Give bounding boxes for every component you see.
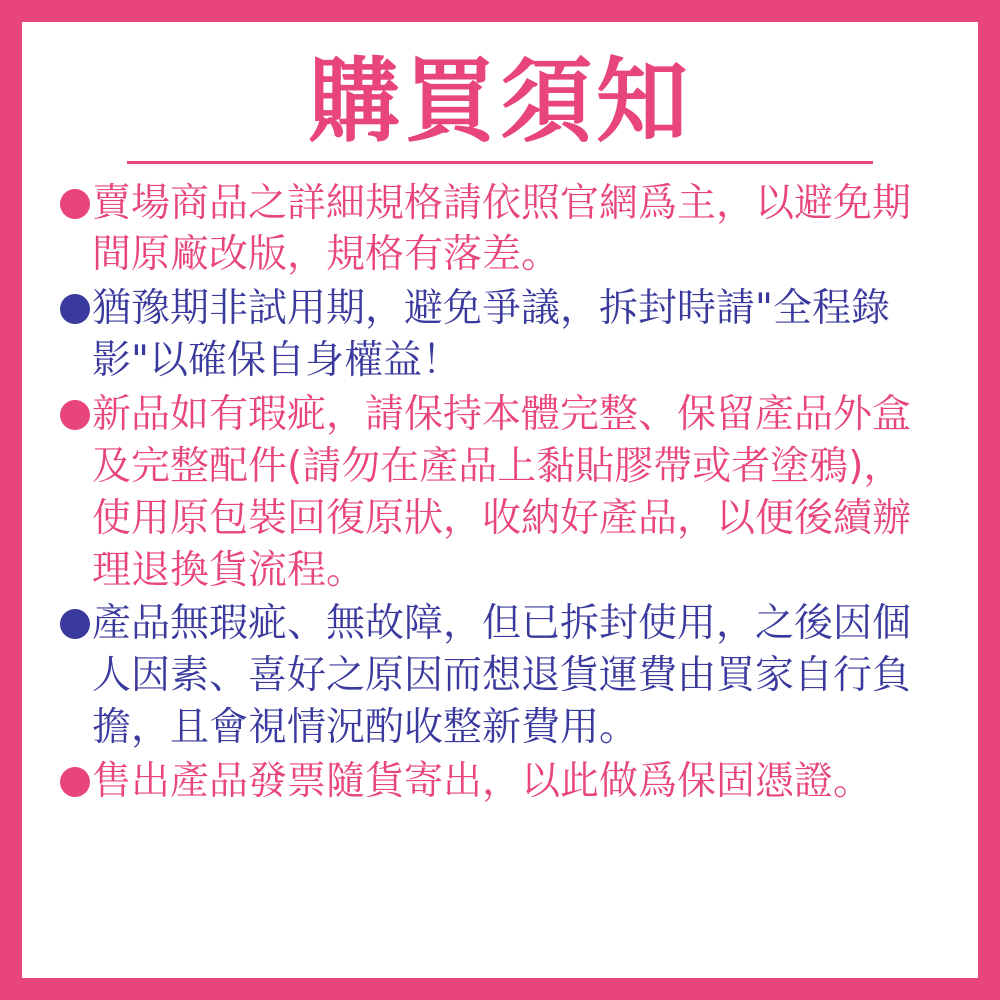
bullet-icon [60, 400, 90, 430]
page-title: 購買須知 [307, 48, 692, 155]
bullet-icon [60, 609, 90, 639]
notice-card-inner [22, 22, 978, 978]
list-item [60, 283, 940, 387]
notice-text: 售出產品發票隨貨寄出，以此做爲保固憑證。 [92, 759, 873, 805]
notice-text: 產品無瑕疵、無故障，但已拆封使用，之後因個人因素、喜好之原因而想退貨運費由買家自行負擔，且會視情況酌收整新費用。 [92, 601, 912, 751]
list-item [60, 178, 940, 282]
notice-text: 猶豫期非試用期，避免爭議，拆封時請"全程錄影"以確保自身權益！ [92, 286, 890, 384]
bullet-icon [60, 767, 90, 797]
list-item [60, 756, 940, 808]
notice-list [56, 178, 944, 958]
bullet-icon [60, 189, 90, 219]
list-item [60, 598, 940, 754]
bullet-icon [60, 294, 90, 324]
title-divider [127, 161, 873, 164]
notice-text: 新品如有瑕疵，請保持本體完整、保留產品外盒及完整配件(請勿在產品上黏貼膠帶或者塗鴉)，使用原包裝回復原狀，收納好產品，以便後續辦理退換貨流程。 [92, 392, 912, 593]
notice-text: 賣場商品之詳細規格請依照官網爲主，以避免期間原廠改版，規格有落差。 [92, 180, 912, 278]
list-item [60, 389, 940, 596]
